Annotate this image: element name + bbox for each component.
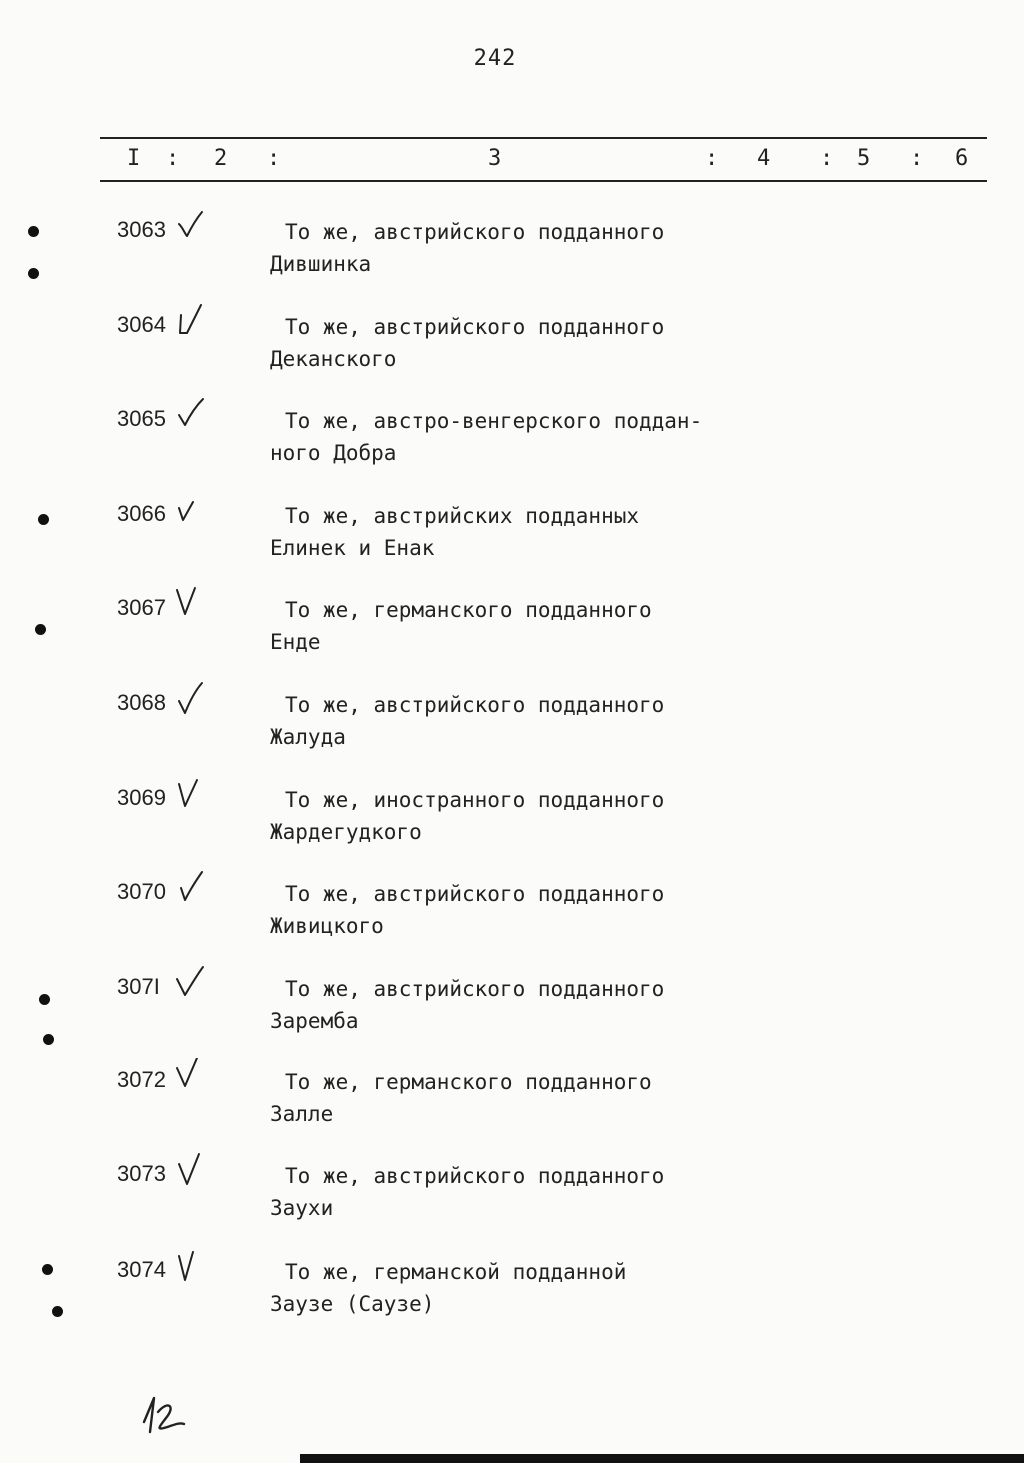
entry-line-2: Жалуда: [270, 725, 346, 749]
column-separator: :: [267, 146, 281, 171]
check-mark-icon: [175, 1058, 205, 1092]
column-header-2: 2: [214, 146, 228, 171]
handwritten-sheet-number: [138, 1392, 188, 1436]
check-mark-icon: [175, 965, 205, 999]
entry-line-1: То же, австрийского подданного: [285, 882, 665, 906]
list-item: [0, 594, 1024, 664]
list-item: [0, 878, 1024, 948]
entry-line-2: Енде: [270, 630, 321, 654]
entry-line-2: Живицкого: [270, 914, 384, 938]
list-item: [0, 216, 1024, 286]
list-item: [0, 973, 1024, 1043]
entry-number: 3068: [117, 690, 166, 715]
check-mark-icon: [175, 1152, 205, 1186]
entry-line-1: То же, австрийского подданного: [285, 977, 665, 1001]
entry-description: [270, 594, 652, 658]
check-mark-icon: [175, 397, 205, 431]
column-separator: :: [910, 146, 924, 171]
entry-description: [270, 405, 702, 469]
entry-line-2: Жардегудкого: [270, 820, 422, 844]
entry-line-2: Заремба: [270, 1009, 359, 1033]
column-separator: :: [166, 146, 180, 171]
hole-punch-icon: [38, 514, 49, 525]
entry-number: 3069: [117, 785, 166, 810]
hole-punch-icon: [52, 1306, 63, 1317]
list-item: [0, 1160, 1024, 1230]
entry-line-2: Заузе (Саузе): [270, 1292, 435, 1316]
hole-punch-icon: [39, 994, 50, 1005]
entry-line-2: Елинек и Енак: [270, 536, 435, 560]
check-mark-icon: [175, 1248, 205, 1282]
hole-punch-icon: [28, 226, 39, 237]
header-rule-top: [100, 137, 987, 139]
entry-line-1: То же, австрийских подданных: [285, 504, 640, 528]
entry-line-2: Заухи: [270, 1196, 334, 1220]
entry-number: 3070: [117, 879, 166, 904]
column-header-6: 6: [955, 146, 969, 171]
entry-number: 3066: [117, 501, 166, 526]
check-mark-icon: [175, 492, 205, 526]
entry-line-2: Залле: [270, 1102, 334, 1126]
entry-description: [270, 878, 664, 942]
entry-line-1: То же, германского подданного: [285, 598, 652, 622]
list-item: [0, 311, 1024, 381]
column-header-1: I: [127, 146, 141, 171]
entry-number: 3063: [117, 217, 166, 242]
entry-description: [270, 311, 664, 375]
list-item: [0, 500, 1024, 570]
check-mark-icon: [175, 870, 205, 904]
entry-description: [270, 973, 664, 1037]
entry-line-1: То же, германской подданной: [285, 1260, 627, 1284]
list-item: [0, 405, 1024, 475]
entry-line-1: То же, австрийского подданного: [285, 693, 665, 717]
entry-number: 3065: [117, 406, 166, 431]
hole-punch-icon: [28, 268, 39, 279]
entry-description: [270, 500, 639, 564]
entry-line-2: ного Добра: [270, 441, 397, 465]
entry-number: 3067: [117, 595, 166, 620]
entry-description: [270, 216, 664, 280]
entry-line-1: То же, австрийского подданного: [285, 1164, 665, 1188]
entry-number: 3074: [117, 1257, 166, 1282]
entry-line-1: То же, австро-венгерского поддан-: [285, 409, 703, 433]
hole-punch-icon: [35, 624, 46, 635]
hole-punch-icon: [42, 1264, 53, 1275]
column-header-5: 5: [857, 146, 871, 171]
column-header-3: 3: [488, 146, 502, 171]
entry-line-2: Дившинка: [270, 252, 372, 276]
list-item: [0, 1066, 1024, 1136]
entry-line-1: То же, германского подданного: [285, 1070, 652, 1094]
entry-line-1: То же, иностранного подданного: [285, 788, 665, 812]
entry-description: [270, 689, 664, 753]
entry-description: [270, 784, 664, 848]
entry-number: 3064: [117, 312, 166, 337]
check-mark-icon: [175, 208, 205, 242]
check-mark-icon: [175, 586, 205, 620]
hole-punch-icon: [43, 1034, 54, 1045]
header-rule-bottom: [100, 180, 987, 182]
entry-line-1: То же, австрийского подданного: [285, 220, 665, 244]
entry-line-2: Деканского: [270, 347, 397, 371]
entry-description: [270, 1256, 626, 1320]
list-item: [0, 784, 1024, 854]
entry-description: [270, 1066, 652, 1130]
column-header-4: 4: [757, 146, 771, 171]
check-mark-icon: [175, 776, 205, 810]
entry-description: [270, 1160, 664, 1224]
check-mark-icon: [175, 303, 205, 337]
entry-number: 3073: [117, 1161, 166, 1186]
entry-number: 3072: [117, 1067, 166, 1092]
entry-line-1: То же, австрийского подданного: [285, 315, 665, 339]
column-separator: :: [820, 146, 834, 171]
check-mark-icon: [175, 681, 205, 715]
list-item: [0, 689, 1024, 759]
entry-number: 307I: [117, 974, 160, 999]
column-separator: :: [705, 146, 719, 171]
list-item: [0, 1256, 1024, 1326]
scan-bottom-edge: [300, 1454, 1024, 1463]
page-number: 242: [473, 46, 517, 71]
